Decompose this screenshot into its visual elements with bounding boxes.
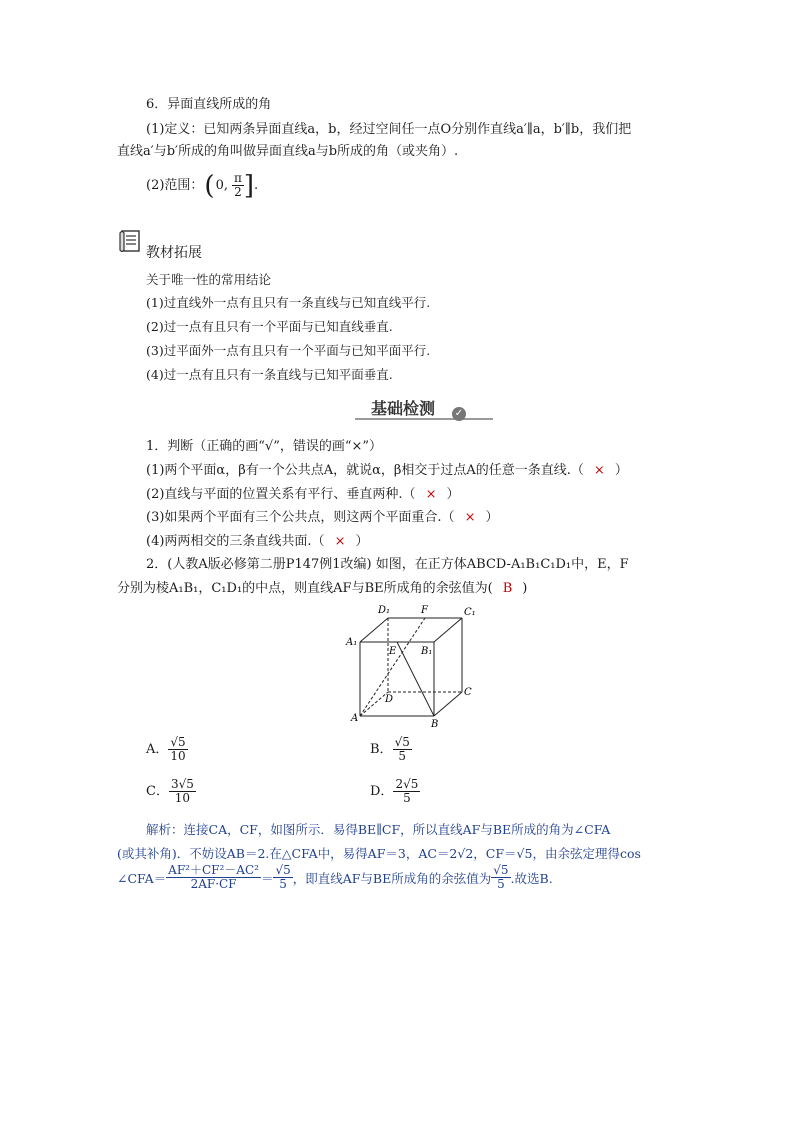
- range-line: (2)范围： ( 0, $\frac{\pi}{2}$ ] .: [146, 170, 259, 201]
- scroll-icon: [118, 228, 144, 258]
- range-bracket-left: (: [204, 170, 215, 201]
- answer-mark: ×: [464, 510, 476, 525]
- extension-item: (4)过一点有且只有一条直线与已知平面垂直.: [146, 367, 393, 382]
- range-bracket-right: ]: [243, 170, 255, 201]
- label-B1: B₁: [421, 646, 433, 657]
- solution-line-3: ∠CFA＝ $\frac{\text{AF²＋CF²－AC²}}{2AF\cdot CF}$ ＝ $\frac{√5}{5}$ ，即直线AF与BE所成角的余弦值为 $\frac{√5}{5}$ .故选B.: [117, 863, 553, 891]
- label-E: E: [389, 646, 397, 657]
- answer-fraction: $\frac{√5}{5}$: [493, 863, 509, 891]
- label-D1: D₁: [378, 605, 391, 616]
- option-b[interactable]: B． $\frac{√5}{5}$: [370, 735, 410, 763]
- q2-stem-line-2: 分别为棱A₁B₁，C₁D₁的中点，则直线AF与BE所成角的余弦值为( B ): [117, 581, 528, 596]
- q1-item: (1)两个平面α，β有一个公共点A，就说α，β相交于过点A的任意一条直线.（ × ）: [146, 463, 628, 478]
- solution-line-2: (或其补角)．不妨设AB＝2.在△CFA中，易得AF＝3，AC＝2√2，CF＝√5，由余弦定理得cos: [117, 846, 641, 861]
- basic-test-banner: [355, 396, 495, 422]
- range-upper-fraction: $\frac{\pi}{2}$: [233, 171, 242, 199]
- result-fraction: $\frac{√5}{5}$: [275, 863, 291, 891]
- cosine-fraction: $\frac{\text{AF²＋CF²－AC²}}{2AF\cdot CF}$: [168, 863, 259, 891]
- q1-item: (4)两两相交的三条直线共面.（ × ）: [146, 534, 369, 549]
- cube-figure: [340, 600, 490, 734]
- extension-item: (3)过平面外一点有且只有一个平面与已知平面平行.: [146, 343, 431, 358]
- range-lower: 0,: [215, 177, 228, 193]
- extension-item: (2)过一点有且只有一个平面与已知直线垂直.: [146, 319, 393, 334]
- q1-item: (2)直线与平面的位置关系有平行、垂直两种.（ × ）: [146, 487, 460, 502]
- label-C1: C₁: [464, 607, 476, 618]
- label-A: A: [351, 713, 359, 724]
- extension-subtitle: 关于唯一性的常用结论: [146, 272, 272, 287]
- option-d[interactable]: D． $\frac{2√5}{5}$: [370, 777, 419, 805]
- section-6-heading: 6．异面直线所成的角: [146, 97, 272, 112]
- definition-line-1: (1)定义：已知两条异面直线a，b，经过空间任一点O分别作直线a′∥a，b′∥b，我们把: [146, 122, 632, 137]
- q2-answer: B: [502, 581, 513, 596]
- label-B: B: [431, 719, 439, 730]
- banner-title: 基础检测: [371, 399, 436, 418]
- label-D: D: [385, 694, 394, 705]
- answer-mark: ×: [425, 487, 437, 502]
- q1-stem: 1．判断（正确的画“√”，错误的画“×”）: [146, 439, 383, 454]
- answer-mark: ×: [334, 534, 346, 549]
- label-F: F: [421, 605, 428, 616]
- extension-item: (1)过直线外一点有且只有一条直线与已知直线平行.: [146, 295, 431, 310]
- option-c[interactable]: C． $\frac{3√5}{10}$: [146, 777, 194, 805]
- extension-title: 教材拓展: [146, 245, 202, 261]
- q1-item: (3)如果两个平面有三个公共点，则这两个平面重合.（ × ）: [146, 510, 499, 525]
- definition-line-2: 直线a′与b′所成的角叫做异面直线a与b所成的角（或夹角）.: [117, 144, 459, 159]
- label-C: C: [464, 687, 472, 698]
- range-label: (2)范围：: [146, 177, 204, 193]
- option-a[interactable]: A． $\frac{√5}{10}$: [146, 735, 186, 763]
- check-circle-icon: ✓: [452, 407, 466, 421]
- label-A1: A₁: [346, 637, 358, 648]
- answer-mark: ×: [593, 463, 605, 478]
- q2-stem-line-1: 2．(人教A版必修第二册P147例1改编) 如图，在正方体ABCD-A₁B₁C₁D₁中，E，F: [146, 557, 629, 572]
- solution-line-1: 解析：连接CA，CF，如图所示．易得BE∥CF，所以直线AF与BE所成的角为∠CFA: [146, 822, 611, 837]
